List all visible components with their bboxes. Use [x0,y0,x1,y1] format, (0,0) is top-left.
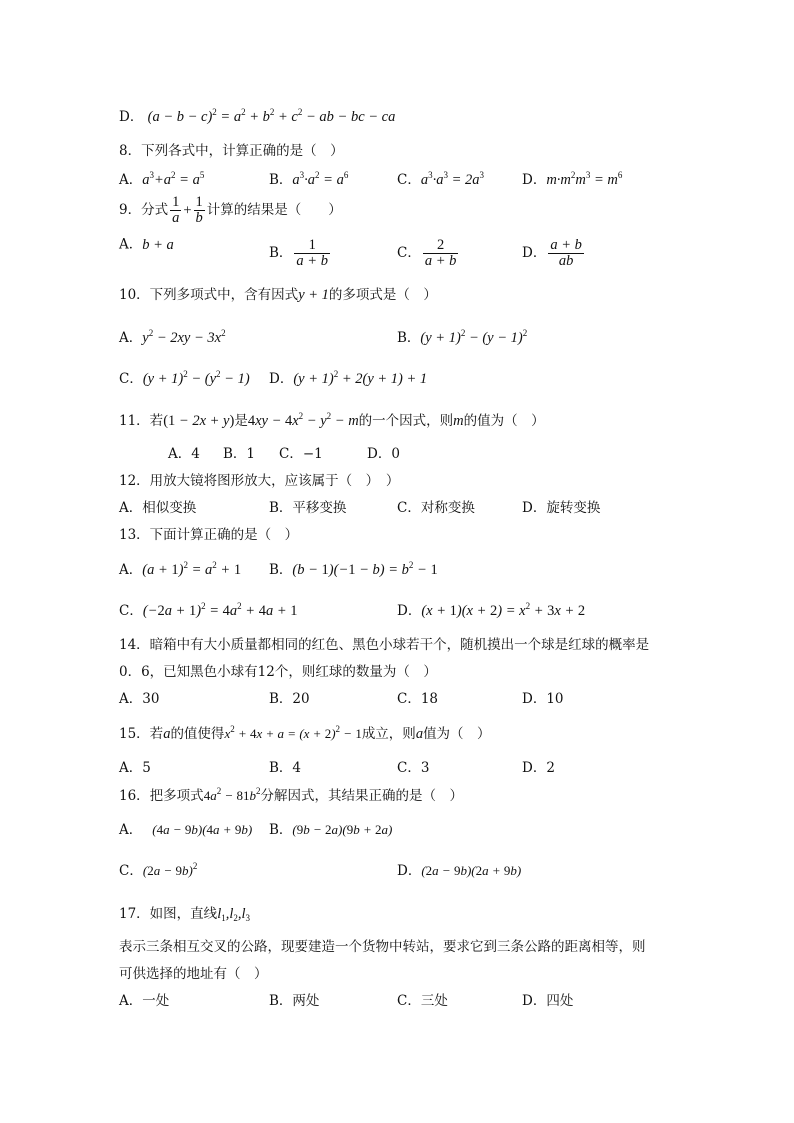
q9-stem: 9．分式 $\frac{1}{a}$ + $\frac{1}{b}$ 计算的结果是（ ） [119,194,342,227]
q8-option-a[interactable]: A．$a^3+a^2 = a^5$ [119,170,205,188]
q12-option-d[interactable]: D．旋转变换 [522,500,601,516]
q11-option-a[interactable]: A．4 [168,446,200,462]
q17-stem-line2: 表示三条相互交叉的公路，现要建造一个货物中转站，要求它到三条公路的距离相等，则 [119,939,646,955]
q15-option-b[interactable]: B．4 [269,760,302,776]
q7-option-d: D． $(a - b - c)^2 = a^2 + b^2 + c^2$ − ab − bc − ca [119,107,396,125]
q9-option-b[interactable]: B． $\frac{1}{a + b}$ [269,237,328,270]
q12-option-c[interactable]: C．对称变换 [397,500,475,516]
q10-stem: 10．下列多项式中，含有因式y + 1的多项式是（ ） [119,287,437,303]
q15-option-a[interactable]: A．5 [119,760,151,776]
q14-option-a[interactable]: A．30 [119,691,160,707]
q9-frac-1: $\frac{1}{a}$ [172,194,180,227]
q14-option-b[interactable]: B．20 [269,691,310,707]
q13-option-c[interactable]: C．$(-2a + 1)^2 = 4a^2 + 4a + 1$ [119,601,298,619]
q12-option-a[interactable]: A．相似变换 [119,500,197,516]
q14-option-c[interactable]: C．18 [397,691,439,707]
q9-option-d[interactable]: D． $\frac{a + b}{ab}$ [522,237,582,270]
q8-option-d[interactable]: D．$m\cdot m^2m^3 = m^6$ [522,170,623,188]
q11-option-b[interactable]: B．1 [223,446,256,462]
q13-option-b[interactable]: B．$(b - 1)(-1 - b) = b^2 - 1$ [269,560,438,578]
q17-option-b[interactable]: B．两处 [269,993,320,1009]
q16-option-a[interactable]: A． (4a − 9b)(4a + 9b) [119,822,253,838]
q17-option-d[interactable]: D．四处 [522,993,574,1009]
q10-option-c[interactable]: C．$(y + 1)^2 - (y^2 - 1)$ [119,369,250,387]
q11-option-d[interactable]: D．0 [367,446,400,462]
q9-option-a[interactable]: A．b + a [119,236,174,253]
q13-option-d[interactable]: D．$(x + 1)(x + 2) = x^2 + 3x + 2$ [397,601,586,619]
q14-stem-line1: 14．暗箱中有大小质量都相同的红色、黑色小球若干个，随机摸出一个球是红球的概率是 [119,637,650,653]
q12-stem: 12．用放大镜将图形放大，应该属于（ ） ） [119,473,400,489]
q15-stem: 15．若a的值使得$x^2 + 4x + a = (x + 2)^2 - 1$成立，则a值为（ ） [119,724,491,742]
q16-option-d[interactable]: D．(2a − 9b)(2a + 9b) [397,863,522,879]
q16-stem: 16．把多项式$4a^2 - 81b^2$分解因式，其结果正确的是（ ） [119,786,463,804]
q11-option-c[interactable]: C．−1 [279,446,323,462]
q8-stem: 8．下列各式中，计算正确的是（ ） [119,143,344,159]
q16-option-b[interactable]: B．(9b − 2a)(9b + 2a) [269,822,393,838]
q11-stem: 11．若(1 − 2x + y)是$4xy - 4x^2 - y^2 - m$的一个因式，则m的值为（ ） [119,411,545,429]
q7-option-d-expr: $(a - b - c)^2 = a^2 + b^2 + c^2$ − ab − bc − ca [147,107,396,125]
q8-option-c[interactable]: C．$a^3\cdot a^3 = 2a^3$ [397,170,485,188]
q14-stem-line2: 0．6，已知黑色小球有12个，则红球的数量为（ ） [119,664,437,680]
q13-stem: 13．下面计算正确的是（ ） [119,527,299,543]
q13-option-a[interactable]: A．$(a + 1)^2 = a^2 + 1$ [119,560,242,578]
q12-option-b[interactable]: B．平移变换 [269,500,347,516]
q10-option-d[interactable]: D．$(y + 1)^2 + 2(y + 1) + 1$ [269,369,428,387]
q15-option-c[interactable]: C．3 [397,760,430,776]
q17-option-c[interactable]: C．三处 [397,993,448,1009]
q17-option-a[interactable]: A．一处 [119,993,170,1009]
q8-option-b[interactable]: B．$a^3\cdot a^2 = a^6$ [269,170,349,188]
q17-stem-line1: 17．如图，直线$l_1,l_2,l_3$ [119,906,251,923]
q9-option-c[interactable]: C． $\frac{2}{a + b}$ [397,237,457,270]
q10-option-b[interactable]: B．$(y + 1)^2 - (y - 1)^2$ [397,328,528,346]
q17-stem-line3: 可供选择的地址有（ ） [119,966,268,982]
q10-option-a[interactable]: A．$y^2 - 2xy - 3x^2$ [119,328,226,346]
q16-option-c[interactable]: C．$(2a - 9b)^2$ [119,861,198,879]
q9-frac-2: $\frac{1}{b}$ [195,194,203,227]
q15-option-d[interactable]: D．2 [522,760,555,776]
q14-option-d[interactable]: D．10 [522,691,564,707]
